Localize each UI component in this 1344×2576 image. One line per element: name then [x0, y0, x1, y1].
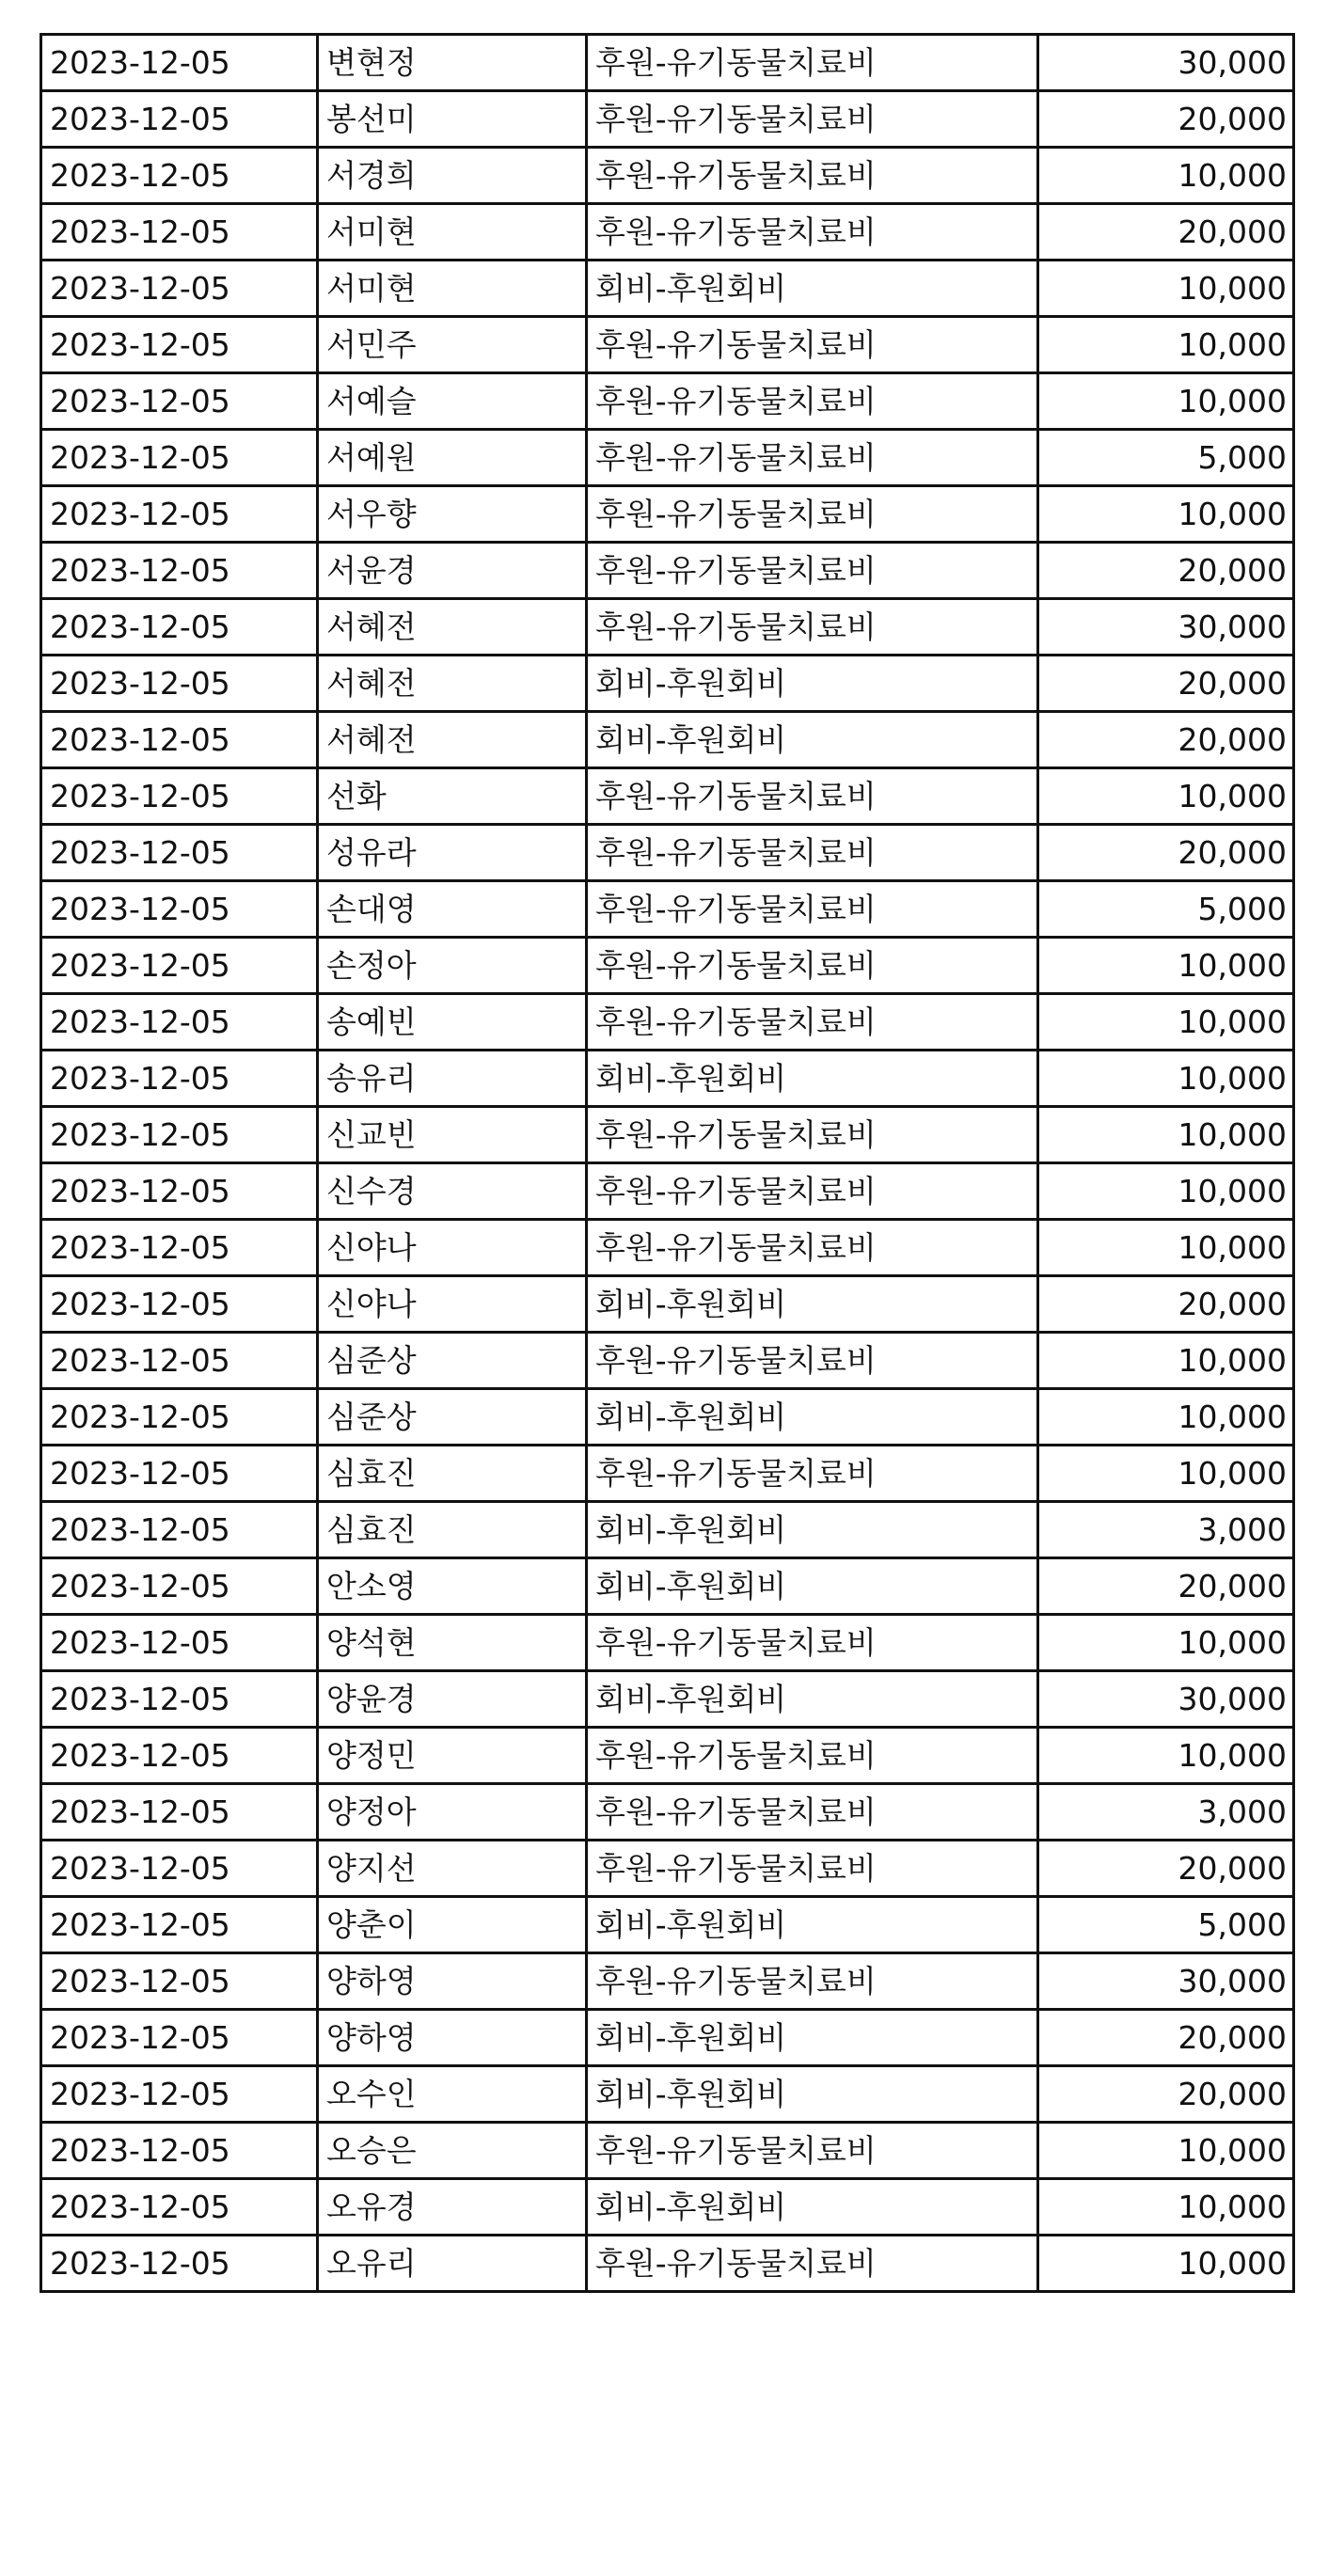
category-cell: 회비-후원회비: [587, 1558, 1038, 1615]
date-cell: 2023-12-05: [41, 712, 318, 768]
category-cell: 회비-후원회비: [587, 1389, 1038, 1446]
date-cell: 2023-12-05: [41, 656, 318, 712]
amount-cell: 10,000: [1038, 1220, 1294, 1276]
date-cell: 2023-12-05: [41, 1051, 318, 1107]
donor-name-cell: 양춘이: [318, 1897, 587, 1953]
category-cell: 회비-후원회비: [587, 1051, 1038, 1107]
date-cell: 2023-12-05: [41, 768, 318, 825]
donor-name-cell: 양정민: [318, 1728, 587, 1784]
date-cell: 2023-12-05: [41, 1558, 318, 1615]
amount-cell: 10,000: [1038, 994, 1294, 1051]
donor-name-cell: 심효진: [318, 1446, 587, 1502]
table-row: [41, 1333, 1294, 1389]
category-cell: 후원-유기동물치료비: [587, 1615, 1038, 1671]
donor-name-cell: 서윤경: [318, 543, 587, 599]
amount-cell: 20,000: [1038, 1558, 1294, 1615]
category-cell: 후원-유기동물치료비: [587, 1333, 1038, 1389]
table-row: [41, 656, 1294, 712]
date-cell: 2023-12-05: [41, 1841, 318, 1897]
amount-cell: 10,000: [1038, 261, 1294, 317]
table-row: [41, 2179, 1294, 2236]
donor-name-cell: 변현정: [318, 35, 587, 91]
table-row: [41, 543, 1294, 599]
table-row: [41, 1615, 1294, 1671]
table-row: [41, 148, 1294, 204]
date-cell: 2023-12-05: [41, 204, 318, 261]
table-row: [41, 91, 1294, 148]
date-cell: 2023-12-05: [41, 486, 318, 543]
category-cell: 후원-유기동물치료비: [587, 35, 1038, 91]
amount-cell: 10,000: [1038, 2236, 1294, 2292]
donor-name-cell: 손정아: [318, 938, 587, 994]
amount-cell: 20,000: [1038, 825, 1294, 881]
donor-name-cell: 송유리: [318, 1051, 587, 1107]
amount-cell: 20,000: [1038, 91, 1294, 148]
table-row: [41, 1841, 1294, 1897]
donor-name-cell: 서민주: [318, 317, 587, 373]
date-cell: 2023-12-05: [41, 1163, 318, 1220]
donor-name-cell: 심효진: [318, 1502, 587, 1558]
category-cell: 후원-유기동물치료비: [587, 543, 1038, 599]
table-row: [41, 768, 1294, 825]
date-cell: 2023-12-05: [41, 35, 318, 91]
table-row: [41, 2010, 1294, 2066]
category-cell: 후원-유기동물치료비: [587, 938, 1038, 994]
ledger-body: [41, 35, 1294, 2292]
amount-cell: 30,000: [1038, 599, 1294, 656]
table-row: [41, 1276, 1294, 1333]
category-cell: 후원-유기동물치료비: [587, 486, 1038, 543]
category-cell: 후원-유기동물치료비: [587, 881, 1038, 938]
table-row: [41, 430, 1294, 486]
category-cell: 후원-유기동물치료비: [587, 1220, 1038, 1276]
table-row: [41, 1897, 1294, 1953]
amount-cell: 20,000: [1038, 656, 1294, 712]
table-row: [41, 2066, 1294, 2123]
donor-name-cell: 봉선미: [318, 91, 587, 148]
amount-cell: 10,000: [1038, 1107, 1294, 1163]
amount-cell: 10,000: [1038, 1333, 1294, 1389]
donor-name-cell: 신수경: [318, 1163, 587, 1220]
category-cell: 후원-유기동물치료비: [587, 1107, 1038, 1163]
date-cell: 2023-12-05: [41, 1446, 318, 1502]
date-cell: 2023-12-05: [41, 1276, 318, 1333]
category-cell: 회비-후원회비: [587, 1897, 1038, 1953]
date-cell: 2023-12-05: [41, 373, 318, 430]
date-cell: 2023-12-05: [41, 2123, 318, 2179]
table-row: [41, 1051, 1294, 1107]
amount-cell: 10,000: [1038, 1615, 1294, 1671]
amount-cell: 5,000: [1038, 881, 1294, 938]
donor-name-cell: 오승은: [318, 2123, 587, 2179]
table-row: [41, 712, 1294, 768]
table-row: [41, 486, 1294, 543]
category-cell: 후원-유기동물치료비: [587, 768, 1038, 825]
date-cell: 2023-12-05: [41, 994, 318, 1051]
table-row: [41, 2123, 1294, 2179]
table-row: [41, 1728, 1294, 1784]
donor-name-cell: 성유라: [318, 825, 587, 881]
table-row: [41, 938, 1294, 994]
amount-cell: 10,000: [1038, 317, 1294, 373]
date-cell: 2023-12-05: [41, 1728, 318, 1784]
date-cell: 2023-12-05: [41, 2066, 318, 2123]
amount-cell: 5,000: [1038, 1897, 1294, 1953]
date-cell: 2023-12-05: [41, 825, 318, 881]
amount-cell: 10,000: [1038, 938, 1294, 994]
category-cell: 회비-후원회비: [587, 2179, 1038, 2236]
donor-name-cell: 오유리: [318, 2236, 587, 2292]
donor-name-cell: 양윤경: [318, 1671, 587, 1728]
date-cell: 2023-12-05: [41, 1784, 318, 1841]
amount-cell: 5,000: [1038, 430, 1294, 486]
amount-cell: 10,000: [1038, 1051, 1294, 1107]
amount-cell: 3,000: [1038, 1502, 1294, 1558]
donor-name-cell: 서혜전: [318, 712, 587, 768]
amount-cell: 20,000: [1038, 204, 1294, 261]
donor-name-cell: 서예원: [318, 430, 587, 486]
donor-name-cell: 송예빈: [318, 994, 587, 1051]
amount-cell: 30,000: [1038, 35, 1294, 91]
amount-cell: 3,000: [1038, 1784, 1294, 1841]
date-cell: 2023-12-05: [41, 938, 318, 994]
amount-cell: 10,000: [1038, 768, 1294, 825]
table-row: [41, 1446, 1294, 1502]
table-row: [41, 317, 1294, 373]
table-row: [41, 1953, 1294, 2010]
date-cell: 2023-12-05: [41, 1953, 318, 2010]
category-cell: 후원-유기동물치료비: [587, 1784, 1038, 1841]
category-cell: 회비-후원회비: [587, 1276, 1038, 1333]
donor-name-cell: 오유경: [318, 2179, 587, 2236]
date-cell: 2023-12-05: [41, 1671, 318, 1728]
category-cell: 후원-유기동물치료비: [587, 599, 1038, 656]
table-row: [41, 2236, 1294, 2292]
table-row: [41, 599, 1294, 656]
amount-cell: 20,000: [1038, 712, 1294, 768]
amount-cell: 10,000: [1038, 373, 1294, 430]
table-row: [41, 1163, 1294, 1220]
donor-name-cell: 서혜전: [318, 599, 587, 656]
donor-name-cell: 서예슬: [318, 373, 587, 430]
date-cell: 2023-12-05: [41, 1333, 318, 1389]
category-cell: 회비-후원회비: [587, 1671, 1038, 1728]
donor-name-cell: 양하영: [318, 1953, 587, 2010]
date-cell: 2023-12-05: [41, 261, 318, 317]
category-cell: 회비-후원회비: [587, 656, 1038, 712]
amount-cell: 10,000: [1038, 2123, 1294, 2179]
date-cell: 2023-12-05: [41, 148, 318, 204]
table-row: [41, 373, 1294, 430]
table-row: [41, 1784, 1294, 1841]
table-row: [41, 1502, 1294, 1558]
donor-name-cell: 신야나: [318, 1276, 587, 1333]
date-cell: 2023-12-05: [41, 881, 318, 938]
category-cell: 회비-후원회비: [587, 1502, 1038, 1558]
date-cell: 2023-12-05: [41, 1615, 318, 1671]
category-cell: 후원-유기동물치료비: [587, 317, 1038, 373]
category-cell: 후원-유기동물치료비: [587, 994, 1038, 1051]
category-cell: 회비-후원회비: [587, 712, 1038, 768]
table-row: [41, 35, 1294, 91]
date-cell: 2023-12-05: [41, 317, 318, 373]
donor-name-cell: 오수인: [318, 2066, 587, 2123]
donor-name-cell: 양하영: [318, 2010, 587, 2066]
date-cell: 2023-12-05: [41, 1502, 318, 1558]
amount-cell: 10,000: [1038, 486, 1294, 543]
category-cell: 후원-유기동물치료비: [587, 204, 1038, 261]
category-cell: 후원-유기동물치료비: [587, 2123, 1038, 2179]
donor-name-cell: 양지선: [318, 1841, 587, 1897]
amount-cell: 30,000: [1038, 1671, 1294, 1728]
donor-name-cell: 안소영: [318, 1558, 587, 1615]
amount-cell: 20,000: [1038, 543, 1294, 599]
amount-cell: 20,000: [1038, 2010, 1294, 2066]
date-cell: 2023-12-05: [41, 1107, 318, 1163]
donor-name-cell: 신교빈: [318, 1107, 587, 1163]
table-row: [41, 1389, 1294, 1446]
category-cell: 후원-유기동물치료비: [587, 91, 1038, 148]
date-cell: 2023-12-05: [41, 2236, 318, 2292]
donation-ledger-table: [40, 33, 1295, 2293]
date-cell: 2023-12-05: [41, 1389, 318, 1446]
date-cell: 2023-12-05: [41, 543, 318, 599]
amount-cell: 10,000: [1038, 1389, 1294, 1446]
date-cell: 2023-12-05: [41, 2010, 318, 2066]
amount-cell: 10,000: [1038, 1728, 1294, 1784]
donor-name-cell: 서미현: [318, 261, 587, 317]
date-cell: 2023-12-05: [41, 1897, 318, 1953]
donor-name-cell: 심준상: [318, 1333, 587, 1389]
table-row: [41, 1558, 1294, 1615]
amount-cell: 10,000: [1038, 1163, 1294, 1220]
category-cell: 회비-후원회비: [587, 261, 1038, 317]
donor-name-cell: 손대영: [318, 881, 587, 938]
donor-name-cell: 양정아: [318, 1784, 587, 1841]
table-row: [41, 994, 1294, 1051]
table-row: [41, 261, 1294, 317]
table-row: [41, 204, 1294, 261]
table-row: [41, 825, 1294, 881]
category-cell: 후원-유기동물치료비: [587, 1841, 1038, 1897]
donor-name-cell: 선화: [318, 768, 587, 825]
date-cell: 2023-12-05: [41, 599, 318, 656]
donor-name-cell: 서미현: [318, 204, 587, 261]
amount-cell: 10,000: [1038, 1446, 1294, 1502]
category-cell: 후원-유기동물치료비: [587, 430, 1038, 486]
category-cell: 후원-유기동물치료비: [587, 1163, 1038, 1220]
amount-cell: 10,000: [1038, 148, 1294, 204]
table-row: [41, 881, 1294, 938]
donor-name-cell: 서혜전: [318, 656, 587, 712]
amount-cell: 20,000: [1038, 1276, 1294, 1333]
category-cell: 후원-유기동물치료비: [587, 373, 1038, 430]
amount-cell: 30,000: [1038, 1953, 1294, 2010]
amount-cell: 10,000: [1038, 2179, 1294, 2236]
donor-name-cell: 신야나: [318, 1220, 587, 1276]
donor-name-cell: 심준상: [318, 1389, 587, 1446]
table-row: [41, 1671, 1294, 1728]
table-row: [41, 1220, 1294, 1276]
date-cell: 2023-12-05: [41, 430, 318, 486]
category-cell: 회비-후원회비: [587, 2010, 1038, 2066]
category-cell: 후원-유기동물치료비: [587, 825, 1038, 881]
category-cell: 후원-유기동물치료비: [587, 1953, 1038, 2010]
category-cell: 후원-유기동물치료비: [587, 148, 1038, 204]
date-cell: 2023-12-05: [41, 1220, 318, 1276]
donor-name-cell: 양석현: [318, 1615, 587, 1671]
donor-name-cell: 서경희: [318, 148, 587, 204]
category-cell: 후원-유기동물치료비: [587, 1728, 1038, 1784]
donor-name-cell: 서우향: [318, 486, 587, 543]
date-cell: 2023-12-05: [41, 91, 318, 148]
category-cell: 회비-후원회비: [587, 2066, 1038, 2123]
category-cell: 후원-유기동물치료비: [587, 2236, 1038, 2292]
table-row: [41, 1107, 1294, 1163]
amount-cell: 20,000: [1038, 2066, 1294, 2123]
amount-cell: 20,000: [1038, 1841, 1294, 1897]
category-cell: 후원-유기동물치료비: [587, 1446, 1038, 1502]
date-cell: 2023-12-05: [41, 2179, 318, 2236]
